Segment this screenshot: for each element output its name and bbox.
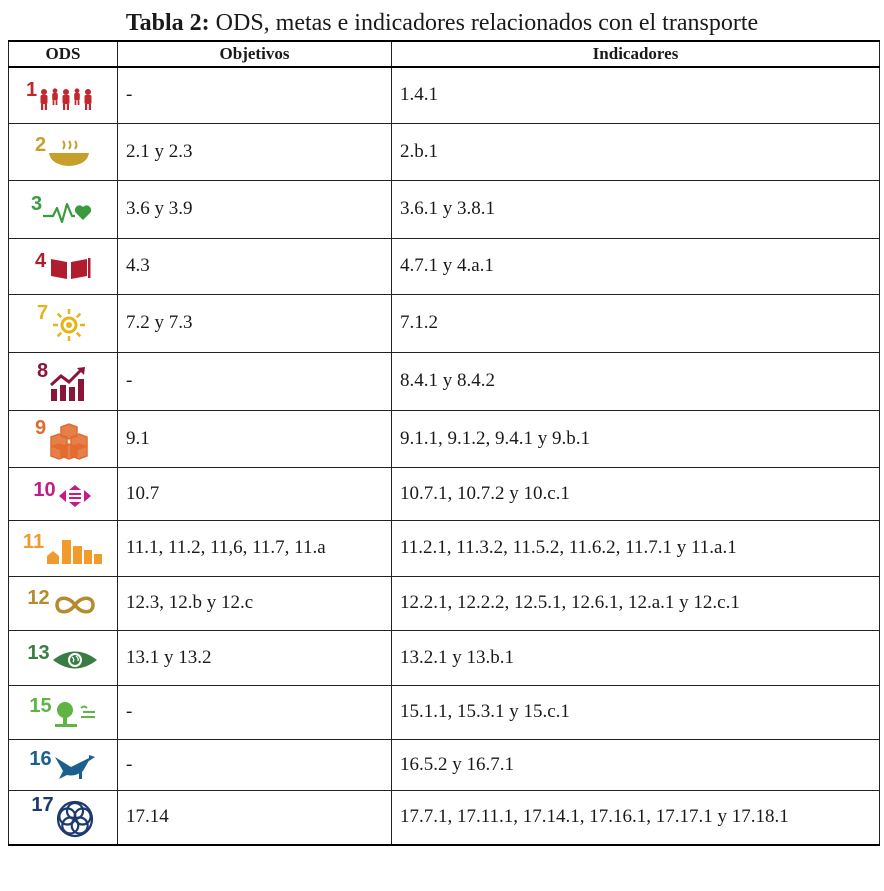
table-row: [9, 790, 880, 845]
ods-number: 2: [34, 133, 47, 156]
indicadores-cell: 11.2.1, 11.3.2, 11.5.2, 11.6.2, 11.7.1 y 11.a.1: [392, 520, 880, 576]
table-title: [0, 10, 884, 36]
ods-table: [8, 40, 880, 846]
table-row: [9, 238, 880, 294]
objetivos-cell: 7.2 y 7.3: [118, 294, 392, 352]
ods-cell: [9, 180, 118, 238]
indicadores-cell: 16.5.2 y 16.7.1: [392, 739, 880, 790]
inequality-arrows-icon: [33, 478, 92, 508]
ods-number: 15: [29, 695, 52, 717]
ods-cell: [9, 67, 118, 123]
objetivos-cell: -: [118, 685, 392, 739]
ods-cell: [9, 410, 118, 467]
table-row: [9, 352, 880, 410]
ods-cell: [9, 123, 118, 180]
ods-number: 13: [27, 641, 50, 664]
indicadores-cell: 3.6.1 y 3.8.1: [392, 180, 880, 238]
objetivos-cell: 9.1: [118, 410, 392, 467]
table-row: [9, 739, 880, 790]
table-row: [9, 67, 880, 123]
climate-eye-icon: [27, 641, 98, 673]
objetivos-cell: 2.1 y 2.3: [118, 123, 392, 180]
indicadores-cell: 8.4.1 y 8.4.2: [392, 352, 880, 410]
peace-dove-icon: [29, 747, 96, 781]
health-heartbeat-icon: [30, 193, 95, 224]
table-title-text: ODS, metas e indicadores relacionados con el transporte: [209, 10, 759, 36]
ods-cell: [9, 576, 118, 630]
objetivos-cell: 3.6 y 3.9: [118, 180, 392, 238]
table-row: [9, 410, 880, 467]
objetivos-cell: 10.7: [118, 467, 392, 520]
ods-number: 16: [29, 747, 52, 770]
table-row: [9, 180, 880, 238]
ods-cell: [9, 790, 118, 845]
indicadores-cell: 2.b.1: [392, 123, 880, 180]
ods-number: 10: [33, 478, 56, 501]
header-indicadores: Indicadores: [392, 41, 880, 67]
indicadores-cell: 15.1.1, 15.3.1 y 15.c.1: [392, 685, 880, 739]
table-row: [9, 520, 880, 576]
header-ods: ODS: [9, 41, 118, 67]
table-row: [9, 576, 880, 630]
indicadores-cell: 4.7.1 y 4.a.1: [392, 238, 880, 294]
ods-cell: [9, 294, 118, 352]
ods-number: 12: [27, 587, 50, 609]
indicadores-cell: 13.2.1 y 13.b.1: [392, 630, 880, 685]
poverty-family-icon: [25, 79, 100, 110]
city-buildings-icon: [22, 531, 103, 564]
ods-number: 7: [36, 302, 49, 324]
objetivos-cell: 17.14: [118, 790, 392, 845]
ods-number: 11: [22, 531, 45, 553]
indicadores-cell: 1.4.1: [392, 67, 880, 123]
header-objetivos: Objetivos: [118, 41, 392, 67]
indicadores-cell: 17.7.1, 17.11.1, 17.14.1, 17.16.1, 17.17.1 y 17.18.1: [392, 790, 880, 845]
objetivos-cell: 12.3, 12.b y 12.c: [118, 576, 392, 630]
table-row: [9, 467, 880, 520]
ods-cell: [9, 352, 118, 410]
objetivos-cell: 4.3: [118, 238, 392, 294]
header-row: [9, 41, 880, 67]
ods-cell: [9, 630, 118, 685]
ods-number: 9: [34, 416, 47, 439]
table-title-label: Tabla 2:: [125, 10, 210, 36]
ods-cell: [9, 520, 118, 576]
table-row: [9, 123, 880, 180]
consumption-infinity-icon: [27, 587, 98, 618]
ods-number: 4: [34, 250, 47, 272]
indicadores-cell: 7.1.2: [392, 294, 880, 352]
ods-number: 3: [30, 193, 43, 215]
objetivos-cell: -: [118, 739, 392, 790]
objetivos-cell: 11.1, 11.2, 11,6, 11.7, 11.a: [118, 520, 392, 576]
table-row: [9, 630, 880, 685]
hunger-bowl-icon: [34, 133, 91, 169]
objetivos-cell: -: [118, 352, 392, 410]
table-row: [9, 685, 880, 739]
table-row: [9, 294, 880, 352]
ods-number: 1: [25, 79, 38, 102]
ods-cell: [9, 467, 118, 520]
partnership-flower-icon: [31, 794, 94, 839]
land-tree-icon: [29, 695, 96, 728]
education-book-icon: [34, 250, 91, 281]
industry-cubes-icon: [34, 416, 91, 460]
indicadores-cell: 10.7.1, 10.7.2 y 10.c.1: [392, 467, 880, 520]
objetivos-cell: 13.1 y 13.2: [118, 630, 392, 685]
ods-number: 17: [31, 794, 54, 817]
indicadores-cell: 9.1.1, 9.1.2, 9.4.1 y 9.b.1: [392, 410, 880, 467]
ods-cell: [9, 739, 118, 790]
growth-chart-icon: [36, 360, 89, 401]
ods-cell: [9, 685, 118, 739]
indicadores-cell: 12.2.1, 12.2.2, 12.5.1, 12.6.1, 12.a.1 y 12.c.1: [392, 576, 880, 630]
objetivos-cell: -: [118, 67, 392, 123]
energy-sun-icon: [36, 302, 89, 343]
ods-cell: [9, 238, 118, 294]
ods-number: 8: [36, 360, 49, 382]
